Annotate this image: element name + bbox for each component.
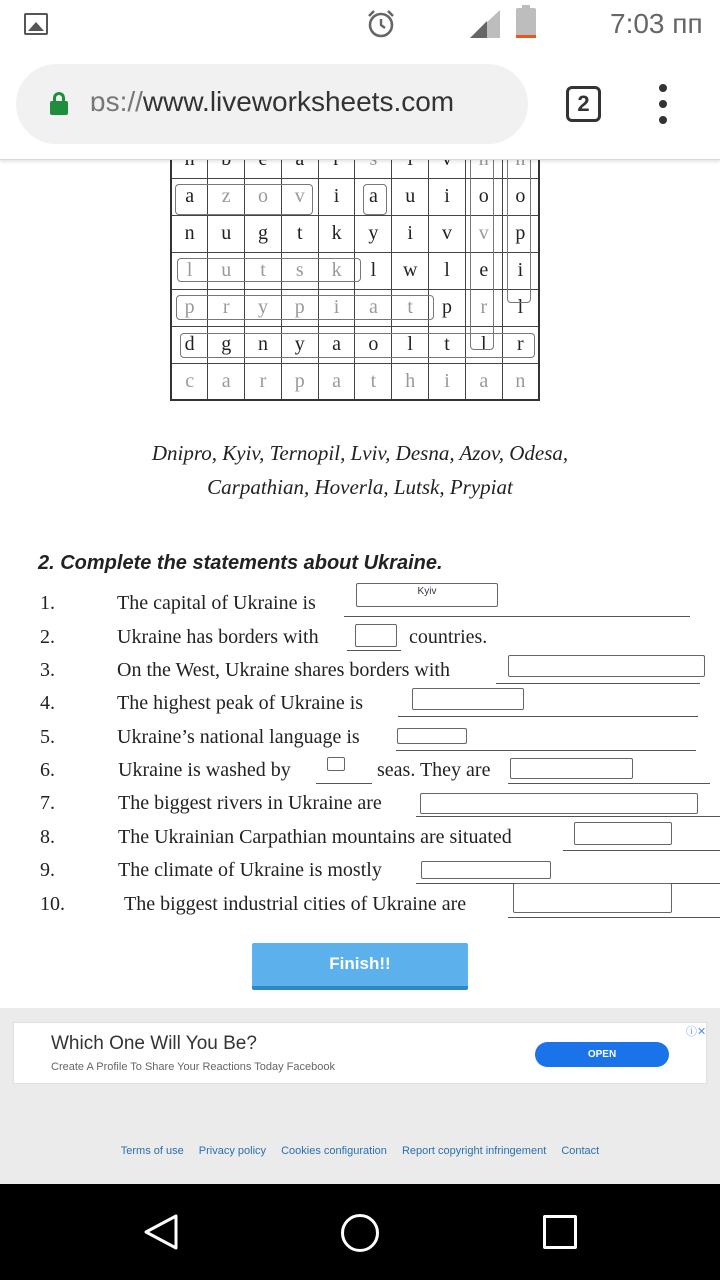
image-icon — [24, 13, 48, 35]
question-number: 4. — [40, 692, 55, 714]
grid-cell: r — [465, 289, 502, 326]
grid-cell: l — [429, 252, 466, 289]
question-number: 5. — [40, 726, 55, 748]
grid-cell: z — [208, 178, 245, 215]
question-text: Ukraine is washed by — [118, 759, 291, 781]
answer-input[interactable]: Kyiv — [356, 583, 498, 607]
grid-cell: u — [392, 178, 429, 215]
answer-line — [563, 850, 720, 851]
grid-cell: a — [318, 326, 355, 363]
answer-line — [396, 750, 696, 751]
grid-cell: r — [208, 289, 245, 326]
grid-cell: t — [429, 326, 466, 363]
question-text: The Ukrainian Carpathian mountains are situated — [118, 826, 512, 848]
contact-link[interactable]: Contact — [561, 1145, 600, 1157]
grid-cell: v — [465, 215, 502, 252]
terms-link[interactable]: Terms of use — [120, 1145, 184, 1157]
home-icon[interactable] — [341, 1214, 379, 1252]
grid-cell: t — [245, 252, 282, 289]
grid-cell: k — [318, 252, 355, 289]
highlight-dnipro — [507, 140, 531, 303]
answer-input[interactable] — [397, 728, 467, 744]
grid-cell: p — [281, 363, 318, 400]
grid-cell: t — [281, 215, 318, 252]
question-row — [0, 688, 720, 721]
ad-subtitle: Create A Profile To Share Your Reactions Today Facebook — [51, 1061, 335, 1073]
grid-cell: n — [245, 326, 282, 363]
grid-cell: g — [208, 326, 245, 363]
grid-cell: u — [208, 252, 245, 289]
question-text: Ukraine’s national language is — [117, 726, 360, 748]
question-number: 1. — [40, 592, 55, 614]
question-text: Ukraine has borders with — [117, 626, 319, 648]
back-icon[interactable] — [143, 1214, 179, 1250]
grid-cell: y — [281, 326, 318, 363]
grid-cell: t — [355, 363, 392, 400]
answer-input[interactable] — [355, 624, 397, 647]
grid-cell: u — [208, 215, 245, 252]
question-text: The climate of Ukraine is mostly — [118, 859, 382, 881]
copyright-link[interactable]: Report copyright infringement — [401, 1145, 547, 1157]
question-number: 7. — [40, 792, 55, 814]
word-list-line: Carpathian, Hoverla, Lutsk, Prypiat — [207, 475, 513, 499]
url-text[interactable]: ɒs://www.liveworksheets.com — [90, 86, 455, 117]
privacy-link[interactable]: Privacy policy — [198, 1145, 267, 1157]
question-text-after: seas. They are — [377, 759, 491, 781]
grid-cell: n — [171, 215, 208, 252]
answer-input[interactable] — [574, 822, 672, 845]
question-number: 9. — [40, 859, 55, 881]
question-text-after: countries. — [409, 626, 488, 648]
answer-input[interactable] — [421, 861, 551, 879]
answer-line — [344, 616, 690, 617]
ad-banner[interactable] — [13, 1022, 707, 1084]
lock-icon[interactable] — [50, 92, 68, 114]
question-number: 6. — [40, 759, 55, 781]
answer-line — [508, 783, 710, 784]
grid-cell: y — [245, 289, 282, 326]
grid-cell: i — [318, 289, 355, 326]
question-text: On the West, Ukraine shares borders with — [117, 659, 450, 681]
question-number: 10. — [40, 893, 65, 915]
status-time: 7:03 пп — [610, 8, 703, 39]
grid-cell: i — [392, 215, 429, 252]
grid-cell: p — [171, 289, 208, 326]
question-row — [0, 622, 720, 655]
grid-cell: v — [281, 178, 318, 215]
highlight-lutsk — [177, 258, 361, 282]
question-number: 8. — [40, 826, 55, 848]
question-row — [0, 889, 720, 922]
question-row — [0, 788, 720, 821]
grid-cell: l — [465, 326, 502, 363]
answer-line — [398, 716, 698, 717]
cookies-link[interactable]: Cookies configuration — [281, 1145, 387, 1157]
grid-cell: y — [355, 215, 392, 252]
grid-cell: r — [502, 326, 539, 363]
grid-cell: a — [208, 363, 245, 400]
answer-line — [347, 650, 401, 651]
answer-input[interactable] — [508, 655, 705, 677]
word-list-line: Dnipro, Kyiv, Ternopil, Lviv, Desna, Azov, Odesa, — [151, 441, 569, 465]
finish-button[interactable]: Finish!! — [252, 943, 468, 990]
answer-line — [416, 816, 720, 817]
highlight-hoverla — [470, 140, 494, 350]
highlight-a-column — [363, 184, 387, 215]
grid-cell: a — [171, 178, 208, 215]
grid-cell: w — [392, 252, 429, 289]
ad-open-button[interactable]: OPEN — [535, 1042, 669, 1067]
battery-icon — [516, 8, 536, 38]
recents-icon[interactable] — [543, 1215, 577, 1249]
signal-icon — [470, 10, 500, 38]
answer-input[interactable] — [510, 758, 633, 779]
answer-line — [508, 917, 720, 918]
ad-choices-icon[interactable]: ⓘ✕ — [686, 1026, 707, 1038]
grid-cell: e — [465, 252, 502, 289]
grid-cell: l — [355, 252, 392, 289]
word-list — [90, 436, 630, 504]
grid-cell: a — [465, 363, 502, 400]
question-text: The highest peak of Ukraine is — [117, 692, 364, 714]
question-row — [0, 722, 720, 755]
answer-line — [496, 683, 700, 684]
grid-cell: o — [245, 178, 282, 215]
question-text: The biggest rivers in Ukraine are — [118, 792, 382, 814]
grid-cell: a — [318, 363, 355, 400]
grid-cell: c — [171, 363, 208, 400]
page-footer — [0, 1008, 720, 1184]
answer-input[interactable] — [513, 883, 672, 913]
question-row — [0, 755, 720, 788]
highlight-azov — [175, 184, 313, 215]
grid-cell: t — [392, 289, 429, 326]
grid-cell: n — [502, 363, 539, 400]
tab-switcher-button[interactable]: 2 — [566, 86, 601, 122]
grid-cell: r — [245, 363, 282, 400]
grid-cell: i — [429, 178, 466, 215]
grid-cell: l — [171, 252, 208, 289]
grid-cell: i — [318, 178, 355, 215]
exercise-title: 2. Complete the statements about Ukraine. — [38, 552, 443, 574]
browser-toolbar — [0, 50, 720, 160]
grid-row — [171, 363, 539, 400]
footer-links — [0, 1145, 720, 1157]
question-row — [0, 822, 720, 855]
question-row — [0, 588, 720, 621]
worksheet — [0, 160, 720, 1008]
answer-input[interactable] — [327, 757, 345, 771]
address-bar[interactable] — [16, 64, 528, 144]
grid-cell: p — [281, 289, 318, 326]
grid-cell: g — [245, 215, 282, 252]
answer-input[interactable] — [420, 793, 698, 814]
overflow-menu-icon[interactable] — [650, 84, 678, 126]
grid-cell: o — [502, 178, 539, 215]
answer-line — [316, 783, 372, 784]
grid-cell: o — [465, 178, 502, 215]
grid-cell: l — [502, 289, 539, 326]
word-search-grid — [170, 140, 540, 392]
grid-cell: d — [171, 326, 208, 363]
grid-cell: i — [429, 363, 466, 400]
question-number: 3. — [40, 659, 55, 681]
grid-cell: a — [355, 178, 392, 215]
question-text: The biggest industrial cities of Ukraine are — [124, 893, 467, 915]
question-row — [0, 655, 720, 688]
grid-cell: h — [392, 363, 429, 400]
grid-cell: s — [281, 252, 318, 289]
answer-input[interactable] — [412, 688, 524, 710]
grid-cell: p — [502, 215, 539, 252]
grid-cell: p — [429, 289, 466, 326]
grid-cell: i — [502, 252, 539, 289]
grid-cell: o — [355, 326, 392, 363]
grid-cell: l — [392, 326, 429, 363]
alarm-icon — [366, 9, 396, 39]
status-bar — [0, 0, 720, 50]
ad-title[interactable]: Which One Will You Be? — [51, 1033, 257, 1054]
question-text: The capital of Ukraine is — [117, 592, 316, 614]
grid-cell: a — [355, 289, 392, 326]
grid-cell: v — [429, 215, 466, 252]
question-number: 2. — [40, 626, 55, 648]
grid-cell: k — [318, 215, 355, 252]
highlight-prypiat — [176, 295, 434, 320]
system-nav-bar — [0, 1184, 720, 1280]
